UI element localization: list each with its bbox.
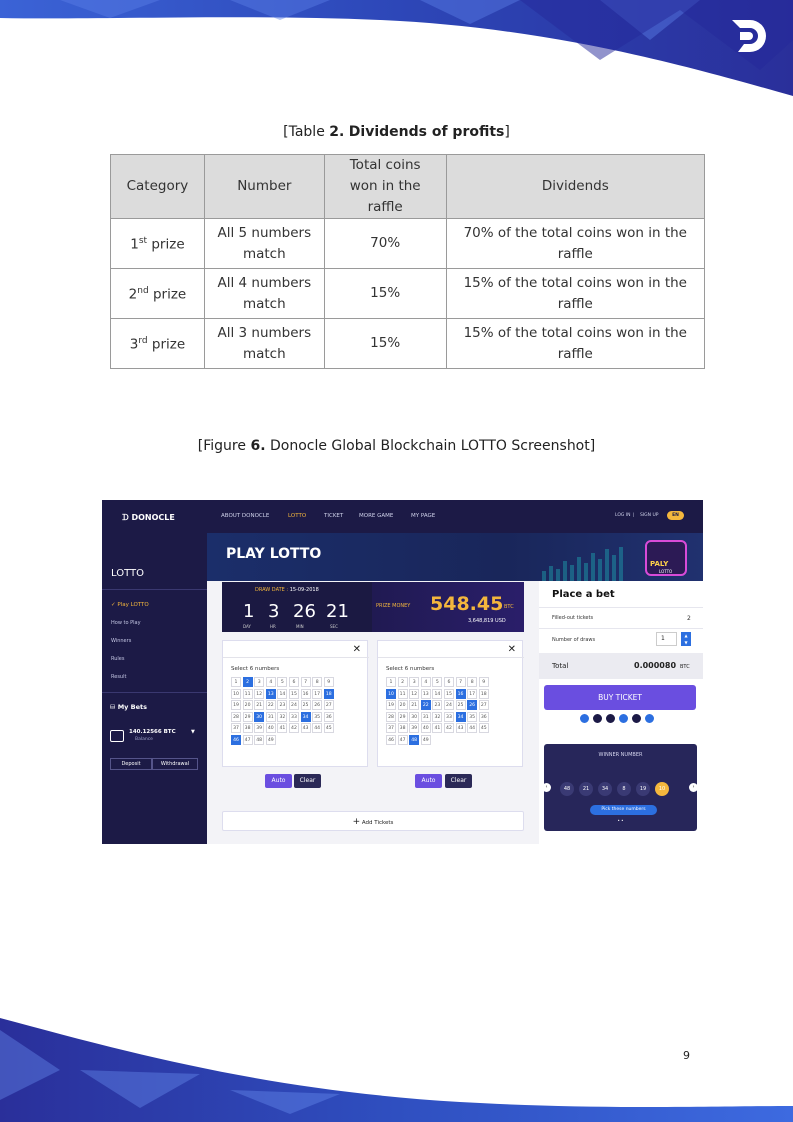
dividends-table [110, 154, 705, 369]
divider [539, 628, 703, 629]
lotto-number[interactable]: 41 [432, 723, 442, 733]
winner-ball: 8 [617, 782, 631, 796]
lotto-number[interactable]: 39 [254, 723, 264, 733]
lotto-number[interactable]: 12 [409, 689, 419, 699]
chevron-down-icon[interactable]: ▼ [191, 729, 195, 735]
number-grid [231, 677, 334, 745]
lotto-number[interactable]: 10 [231, 689, 241, 699]
lotto-number[interactable]: 1 [231, 677, 241, 687]
lotto-number[interactable]: 27 [324, 700, 334, 710]
caption-title: Dividends of profits [348, 124, 505, 140]
lotto-number[interactable]: 46 [231, 735, 241, 745]
caption-suffix: ] [504, 124, 510, 140]
min-label: MIN [296, 624, 304, 629]
wallet-icon [110, 730, 124, 742]
lotto-number[interactable]: 35 [467, 712, 477, 722]
lotto-number[interactable]: 4 [266, 677, 276, 687]
lotto-number[interactable]: 30 [409, 712, 419, 722]
table-caption [0, 124, 793, 140]
lotto-number[interactable]: 15 [444, 689, 454, 699]
lotto-number[interactable]: 4 [421, 677, 431, 687]
timer-sec: 21 [326, 601, 349, 622]
lotto-number[interactable]: 25 [301, 700, 311, 710]
lotto-number[interactable]: 28 [231, 712, 241, 722]
cell-dividends: 15% of the total coins won in the raffle [446, 269, 704, 319]
balance-value: 140.12566 BTC [129, 729, 176, 735]
lotto-number[interactable]: 27 [479, 700, 489, 710]
close-icon[interactable]: ✕ [352, 644, 361, 655]
sec-label: SEC [330, 624, 338, 629]
cell-total: 70% [324, 219, 446, 269]
lotto-number[interactable]: 38 [243, 723, 253, 733]
table-row [111, 269, 705, 319]
lotto-number[interactable]: 21 [254, 700, 264, 710]
lotto-number[interactable]: 24 [289, 700, 299, 710]
lotto-number[interactable]: 49 [421, 735, 431, 745]
pick-numbers-button[interactable]: Pick these numbers [590, 805, 657, 815]
total-row [539, 653, 703, 679]
lotto-number[interactable]: 8 [312, 677, 322, 687]
lotto-number[interactable]: 34 [456, 712, 466, 722]
divider [378, 657, 524, 658]
lotto-number[interactable]: 25 [456, 700, 466, 710]
lotto-number[interactable]: 18 [324, 689, 334, 699]
lotto-number[interactable]: 37 [231, 723, 241, 733]
lotto-number[interactable]: 5 [432, 677, 442, 687]
lotto-number[interactable]: 39 [409, 723, 419, 733]
lotto-number[interactable]: 43 [301, 723, 311, 733]
divider [223, 657, 369, 658]
prize-label: PRIZE MONEY [376, 603, 411, 609]
lotto-number[interactable]: 19 [386, 700, 396, 710]
lotto-number[interactable]: 1 [386, 677, 396, 687]
lotto-number[interactable]: 2 [398, 677, 408, 687]
my-bets-title: ⛁ My Bets [110, 703, 148, 711]
total-unit: BTC [680, 664, 690, 670]
deposit-button[interactable]: Deposit [110, 758, 152, 770]
lotto-number[interactable]: 23 [277, 700, 287, 710]
lotto-number[interactable]: 45 [479, 723, 489, 733]
lotto-number[interactable]: 31 [421, 712, 431, 722]
lotto-number[interactable]: 38 [398, 723, 408, 733]
chevron-right-icon[interactable]: › [689, 783, 698, 792]
app-topnav [207, 500, 703, 533]
prize-usd: 3,648,819 USD [468, 618, 506, 624]
neon-line-2: LOTTO [659, 569, 673, 574]
divider [102, 589, 207, 590]
lotto-number[interactable]: 22 [266, 700, 276, 710]
cell-total: 15% [324, 269, 446, 319]
divider [102, 692, 207, 693]
lotto-number[interactable]: 44 [467, 723, 477, 733]
lotto-number[interactable]: 29 [398, 712, 408, 722]
neon-lotto-sign [645, 540, 687, 576]
lotto-number[interactable]: 23 [432, 700, 442, 710]
carousel-dots: • • [617, 818, 624, 823]
lotto-number[interactable]: 13 [266, 689, 276, 699]
chevron-left-icon[interactable]: ‹ [542, 783, 551, 792]
lotto-number[interactable]: 20 [398, 700, 408, 710]
sidebar-item-rules[interactable]: Rules [111, 656, 125, 662]
lotto-number[interactable]: 7 [456, 677, 466, 687]
lotto-number[interactable]: 28 [386, 712, 396, 722]
lotto-number[interactable]: 5 [277, 677, 287, 687]
lotto-number[interactable]: 32 [432, 712, 442, 722]
lotto-number[interactable]: 16 [301, 689, 311, 699]
winner-ball: 48 [560, 782, 574, 796]
lotto-number[interactable]: 29 [243, 712, 253, 722]
sidebar-section-title: LOTTO [111, 568, 144, 579]
lotto-number[interactable]: 9 [479, 677, 489, 687]
lotto-number[interactable]: 13 [421, 689, 431, 699]
lotto-number[interactable]: 32 [277, 712, 287, 722]
draws-input[interactable]: 1 [656, 632, 677, 646]
lotto-number[interactable]: 24 [444, 700, 454, 710]
footer-decoration [0, 1010, 793, 1122]
prize-value: 548.45 [430, 593, 504, 615]
hr-label: HR [270, 624, 276, 629]
lotto-number[interactable]: 26 [467, 700, 477, 710]
withdrawal-button[interactable]: Withdrawal [152, 758, 198, 770]
add-tickets-button[interactable]: + Add Tickets [222, 811, 524, 831]
lotto-number[interactable]: 47 [243, 735, 253, 745]
lotto-number[interactable]: 12 [254, 689, 264, 699]
lotto-number[interactable]: 14 [432, 689, 442, 699]
total-value: 0.000080 [634, 661, 677, 670]
prize-unit: BTC [504, 604, 514, 610]
header-total: Total coins won in the raffle [324, 155, 446, 219]
lotto-number[interactable]: 31 [266, 712, 276, 722]
caption-number: 6. [250, 438, 266, 454]
balance-label: Balance [135, 737, 153, 742]
lotto-number[interactable]: 17 [467, 689, 477, 699]
lotto-number[interactable]: 6 [289, 677, 299, 687]
lotto-number[interactable]: 36 [479, 712, 489, 722]
select-numbers-label: Select 6 numbers [231, 666, 280, 672]
number-grid [386, 677, 489, 745]
nav-ticket[interactable]: TICKET [324, 513, 344, 519]
draws-label: Number of draws [552, 637, 596, 643]
lotto-number[interactable]: 6 [444, 677, 454, 687]
signup-link[interactable]: SIGN UP [640, 513, 659, 518]
lotto-number[interactable]: 9 [324, 677, 334, 687]
lotto-number[interactable]: 10 [386, 689, 396, 699]
cell-number: All 3 numbers match [204, 319, 324, 369]
lotto-number[interactable]: 22 [421, 700, 431, 710]
header-category: Category [111, 155, 205, 219]
lotto-number[interactable]: 35 [312, 712, 322, 722]
plus-icon: + [352, 817, 361, 827]
draw-timer [222, 582, 372, 632]
cell-total: 15% [324, 319, 446, 369]
lotto-number[interactable]: 33 [444, 712, 454, 722]
cell-dividends: 15% of the total coins won in the raffle [446, 319, 704, 369]
bar-graphic-decoration [537, 541, 647, 581]
ticket-card [222, 640, 368, 767]
auto-button[interactable]: Auto [415, 774, 442, 788]
cell-category: 1st prize [111, 219, 205, 269]
timer-hr: 3 [268, 601, 280, 622]
sidebar-item-how-to-play[interactable]: How to Play [111, 620, 141, 626]
lotto-number[interactable]: 8 [467, 677, 477, 687]
caption-prefix: [Table [283, 124, 325, 140]
sidebar-item-play-lotto[interactable]: ✓ Play LOTTO [111, 602, 149, 608]
timer-day: 1 [243, 601, 255, 622]
ticket-card [377, 640, 523, 767]
lotto-number[interactable]: 34 [301, 712, 311, 722]
caption-prefix: [Figure [197, 438, 246, 454]
caption-number: 2. [329, 124, 345, 140]
login-link[interactable]: LOG IN [615, 513, 631, 518]
caption-suffix: ] [589, 438, 596, 454]
lotto-number[interactable]: 48 [409, 735, 419, 745]
sidebar-item-result[interactable]: Result [111, 674, 127, 680]
lotto-number[interactable]: 46 [386, 735, 396, 745]
coin-icon [631, 713, 642, 724]
cell-number: All 5 numbers match [204, 219, 324, 269]
clear-button[interactable]: Clear [445, 774, 472, 788]
caption-title: Donocle Global Blockchain LOTTO Screenshot [269, 438, 590, 454]
cell-category: 3rd prize [111, 319, 205, 369]
coin-icon [579, 713, 590, 724]
lotto-number[interactable]: 47 [398, 735, 408, 745]
play-lotto-banner [207, 533, 703, 581]
clear-button[interactable]: Clear [294, 774, 321, 788]
lotto-number[interactable]: 42 [289, 723, 299, 733]
coin-icon [644, 713, 655, 724]
lotto-number[interactable]: 14 [277, 689, 287, 699]
header-number: Number [204, 155, 324, 219]
donocle-logo-icon [728, 16, 772, 56]
filled-tickets-label: Filled-out tickets [552, 615, 594, 621]
close-icon[interactable]: ✕ [507, 644, 516, 655]
lotto-number[interactable]: 2 [243, 677, 253, 687]
lotto-number[interactable]: 40 [266, 723, 276, 733]
lotto-number[interactable]: 44 [312, 723, 322, 733]
winner-ball: 21 [579, 782, 593, 796]
nav-my-page[interactable]: MY PAGE [411, 513, 436, 519]
divider [539, 607, 703, 608]
bet-title: Place a bet [552, 589, 615, 600]
app-sidebar [102, 500, 207, 844]
lotto-number[interactable]: 11 [398, 689, 408, 699]
coin-icon [605, 713, 616, 724]
lotto-number[interactable]: 16 [456, 689, 466, 699]
brand-icon: ᗪ [122, 513, 129, 522]
nav-more-game[interactable]: MORE GAME [359, 513, 394, 519]
lotto-number[interactable]: 20 [243, 700, 253, 710]
table-row [111, 319, 705, 369]
lotto-number[interactable]: 36 [324, 712, 334, 722]
filled-tickets-value: 2 [687, 615, 691, 622]
coin-icon [618, 713, 629, 724]
lotto-number[interactable]: 49 [266, 735, 276, 745]
lotto-number[interactable]: 7 [301, 677, 311, 687]
neon-line-1: PALY [650, 560, 669, 568]
coin-icon [592, 713, 603, 724]
timer-min: 26 [293, 601, 316, 622]
lotto-number[interactable]: 37 [386, 723, 396, 733]
language-toggle[interactable]: EN [667, 511, 684, 520]
lotto-number[interactable]: 11 [243, 689, 253, 699]
lotto-number[interactable]: 45 [324, 723, 334, 733]
page-number: 9 [683, 1049, 690, 1062]
winner-ball: 34 [598, 782, 612, 796]
header-dividends: Dividends [446, 155, 704, 219]
app-brand: ᗪ DONOCLE [122, 513, 175, 522]
lotto-number[interactable]: 3 [254, 677, 264, 687]
draws-stepper[interactable]: ▲ ▼ [681, 632, 691, 646]
lotto-number[interactable]: 40 [421, 723, 431, 733]
lotto-number[interactable]: 15 [289, 689, 299, 699]
draw-date-label: DRAW DATE : 15-09-2018 [255, 587, 319, 593]
prize-panel [372, 582, 524, 632]
winner-ball: 10 [655, 782, 669, 796]
total-label: Total [552, 662, 569, 670]
cell-dividends: 70% of the total coins won in the raffle [446, 219, 704, 269]
nav-about[interactable]: ABOUT DONOCLE [221, 513, 270, 519]
lotto-number[interactable]: 43 [456, 723, 466, 733]
lotto-screenshot [102, 500, 703, 844]
lotto-number[interactable]: 30 [254, 712, 264, 722]
lotto-number[interactable]: 17 [312, 689, 322, 699]
banner-title: PLAY LOTTO [226, 546, 322, 562]
winner-ball: 19 [636, 782, 650, 796]
auto-button[interactable]: Auto [265, 774, 292, 788]
table-header-row [111, 155, 705, 219]
nav-lotto[interactable]: LOTTO [288, 513, 307, 519]
winner-title: WINNER NUMBER [598, 752, 643, 758]
sidebar-item-winners[interactable]: Winners [111, 638, 132, 644]
lotto-number[interactable]: 41 [277, 723, 287, 733]
coins-icon: ⛁ [110, 703, 116, 711]
lotto-number[interactable]: 42 [444, 723, 454, 733]
buy-ticket-button[interactable]: BUY TICKET [544, 685, 696, 710]
day-label: DAY [243, 624, 251, 629]
nav-separator: | [633, 513, 635, 518]
select-numbers-label: Select 6 numbers [386, 666, 435, 672]
cell-number: All 4 numbers match [204, 269, 324, 319]
lotto-number[interactable]: 3 [409, 677, 419, 687]
lotto-number[interactable]: 26 [312, 700, 322, 710]
header-decoration [0, 0, 793, 100]
lotto-number[interactable]: 48 [254, 735, 264, 745]
lotto-number[interactable]: 33 [289, 712, 299, 722]
figure-caption [0, 438, 793, 454]
lotto-number[interactable]: 19 [231, 700, 241, 710]
cell-category: 2nd prize [111, 269, 205, 319]
lotto-number[interactable]: 21 [409, 700, 419, 710]
lotto-number[interactable]: 18 [479, 689, 489, 699]
table-row [111, 219, 705, 269]
